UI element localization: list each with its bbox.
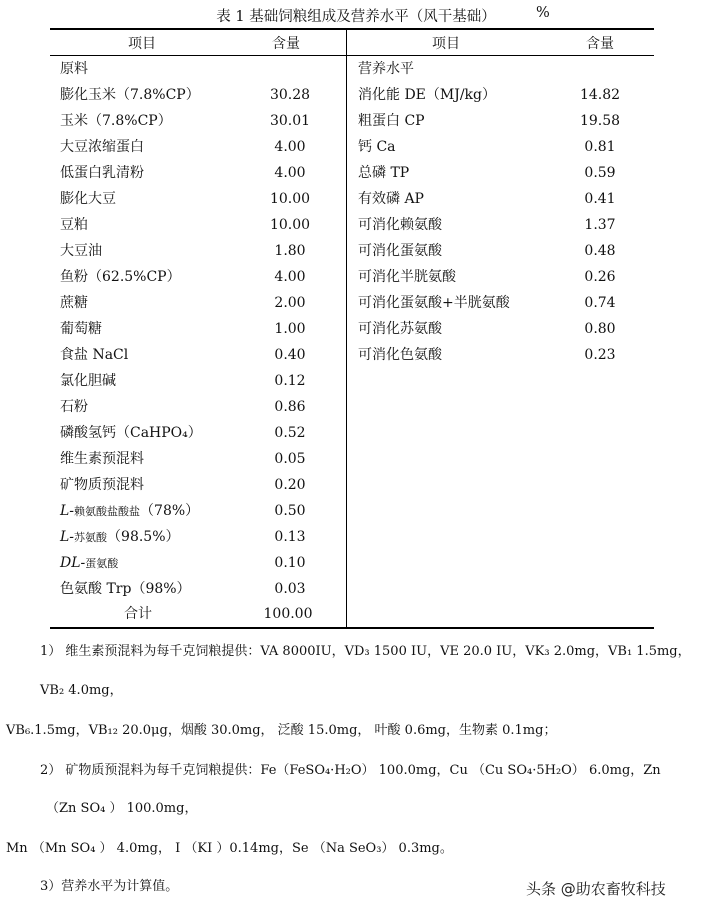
ingredient-value: 0.52 bbox=[274, 425, 306, 441]
header-content-right: 含量 bbox=[586, 36, 614, 52]
nutrient-name: 可消化赖氨酸 bbox=[358, 217, 442, 233]
ingredient-name: 石粉 bbox=[60, 399, 88, 415]
nutrient-value: 0.23 bbox=[584, 347, 616, 363]
nutrient-name: 消化能 DE（MJ/kg） bbox=[358, 87, 497, 103]
note-line: （Zn SO₄ ） 100.0mg， bbox=[46, 801, 198, 816]
nutrient-value: 0.26 bbox=[584, 269, 616, 285]
nutrient-value: 0.80 bbox=[584, 321, 616, 337]
ingredient-value: 0.05 bbox=[274, 451, 306, 467]
nutrient-value: 0.48 bbox=[584, 243, 616, 259]
table-unit: % bbox=[536, 5, 550, 21]
table-title-text: 表 1 基础饲粮组成及营养水平（风干基础） bbox=[216, 9, 496, 25]
ingredient-name: 大豆油 bbox=[60, 243, 102, 259]
ingredient-value: 4.00 bbox=[274, 165, 306, 181]
ingredient-name bbox=[60, 528, 180, 547]
ingredient-value: 4.00 bbox=[274, 139, 306, 155]
nutrient-value: 1.37 bbox=[584, 217, 616, 233]
ingredient-name: 磷酸氢钙（CaHPO₄） bbox=[60, 425, 202, 441]
ingredient-isomer-prefix: L- bbox=[60, 529, 75, 545]
nutrient-value: 0.74 bbox=[584, 295, 616, 311]
ingredient-name-text: 苏氨酸 bbox=[74, 531, 108, 544]
ingredient-value: 4.00 bbox=[274, 269, 306, 285]
ingredient-name: 维生素预混料 bbox=[60, 451, 144, 467]
ingredient-value: 0.20 bbox=[274, 477, 306, 493]
header-item-left: 项目 bbox=[128, 36, 156, 52]
ingredient-name-text: 蛋氨酸 bbox=[85, 557, 119, 570]
nutrient-name: 有效磷 AP bbox=[358, 191, 424, 207]
ingredient-isomer-prefix: L- bbox=[60, 503, 75, 519]
nutrient-value: 0.41 bbox=[584, 191, 616, 207]
nutrient-value: 19.58 bbox=[579, 113, 621, 129]
nutrient-name: 可消化半胱氨酸 bbox=[358, 269, 456, 285]
note-line: 1） 维生素预混料为每千克饲粮提供：VA 8000IU，VD₃ 1500 IU，VE 20.0 IU，VK₃ 2.0mg，VB₁ 1.5mg， bbox=[40, 644, 691, 659]
ingredient-isomer-prefix: DL- bbox=[60, 555, 86, 571]
nutrient-name: 可消化蛋氨酸 bbox=[358, 243, 442, 259]
ingredient-value: 0.50 bbox=[274, 503, 306, 519]
ingredient-name: 矿物质预混料 bbox=[60, 477, 144, 493]
nutrient-name: 粗蛋白 CP bbox=[358, 113, 425, 129]
header-item-right: 项目 bbox=[432, 36, 460, 52]
note-line: Mn （Mn SO₄ ） 4.0mg， I （KI ）0.14mg，Se （Na SeO₃） 0.3mg。 bbox=[6, 841, 453, 856]
nutrient-name: 可消化苏氨酸 bbox=[358, 321, 442, 337]
ingredient-value: 10.00 bbox=[269, 217, 311, 233]
ingredient-name: 低蛋白乳清粉 bbox=[60, 165, 144, 181]
note-line: 2） 矿物质预混料为每千克饲粮提供：Fe（FeSO₄·H₂O） 100.0mg，Cu （Cu SO₄·5H₂O） 6.0mg，Zn bbox=[40, 763, 661, 778]
table-title bbox=[0, 5, 712, 26]
ingredient-value: 30.01 bbox=[269, 113, 311, 129]
ingredient-purity: （98.5%） bbox=[107, 529, 180, 545]
ingredient-purity: （78%） bbox=[140, 503, 200, 519]
bottom-rule bbox=[50, 627, 654, 629]
watermark: 头条 @助农畜牧科技 bbox=[526, 880, 666, 898]
ingredient-value: 0.03 bbox=[274, 581, 306, 597]
ingredient-value: 1.00 bbox=[274, 321, 306, 337]
header-content-left: 含量 bbox=[272, 36, 300, 52]
ingredient-value: 2.00 bbox=[274, 295, 306, 311]
ingredient-value: 30.28 bbox=[269, 87, 311, 103]
ingredient-value: 0.10 bbox=[274, 555, 306, 571]
nutrient-value: 0.81 bbox=[584, 139, 616, 155]
ingredient-name: 豆粕 bbox=[60, 217, 88, 233]
ingredient-name bbox=[60, 502, 199, 521]
ingredient-name: 膨化大豆 bbox=[60, 191, 116, 207]
ingredient-name: 色氨酸 Trp（98%） bbox=[60, 581, 191, 597]
note-line: VB₂ 4.0mg， bbox=[40, 683, 123, 698]
nutrient-name: 可消化色氨酸 bbox=[358, 347, 442, 363]
ingredient-name: 膨化玉米（7.8%CP） bbox=[60, 87, 200, 103]
ingredient-name: 氯化胆碱 bbox=[60, 373, 116, 389]
nutrient-name: 钙 Ca bbox=[358, 139, 396, 155]
ingredient-name-text: 赖氨酸盐酸盐 bbox=[74, 505, 141, 518]
ingredient-name: 葡萄糖 bbox=[60, 321, 102, 337]
note-line: 3）营养水平为计算值。 bbox=[40, 879, 179, 894]
note-line: VB₆.1.5mg，VB₁₂ 20.0μg，烟酸 30.0mg， 泛酸 15.0mg， 叶酸 0.6mg，生物素 0.1mg； bbox=[6, 723, 557, 738]
header-rule bbox=[50, 55, 654, 56]
ingredient-value: 0.86 bbox=[274, 399, 306, 415]
ingredient-name bbox=[60, 554, 118, 573]
ingredient-name: 玉米（7.8%CP） bbox=[60, 113, 172, 129]
nutrient-name: 总磷 TP bbox=[358, 165, 410, 181]
section-label-ingredients: 原料 bbox=[60, 61, 88, 77]
top-rule bbox=[50, 28, 654, 30]
ingredient-value: 1.80 bbox=[274, 243, 306, 259]
ingredient-name: 鱼粉（62.5%CP） bbox=[60, 269, 181, 285]
ingredient-name: 蔗糖 bbox=[60, 295, 88, 311]
total-label: 合计 bbox=[124, 606, 152, 622]
ingredient-value: 0.40 bbox=[274, 347, 306, 363]
ingredient-value: 0.13 bbox=[274, 529, 306, 545]
ingredient-name: 大豆浓缩蛋白 bbox=[60, 139, 144, 155]
nutrient-value: 0.59 bbox=[584, 165, 616, 181]
ingredient-value: 0.12 bbox=[274, 373, 306, 389]
ingredient-name: 食盐 NaCl bbox=[60, 347, 129, 363]
nutrient-name: 可消化蛋氨酸+半胱氨酸 bbox=[358, 295, 510, 311]
nutrient-value: 14.82 bbox=[579, 87, 621, 103]
total-value: 100.00 bbox=[263, 606, 313, 622]
section-label-nutrients: 营养水平 bbox=[358, 61, 414, 77]
column-divider bbox=[346, 29, 347, 627]
ingredient-value: 10.00 bbox=[269, 191, 311, 207]
